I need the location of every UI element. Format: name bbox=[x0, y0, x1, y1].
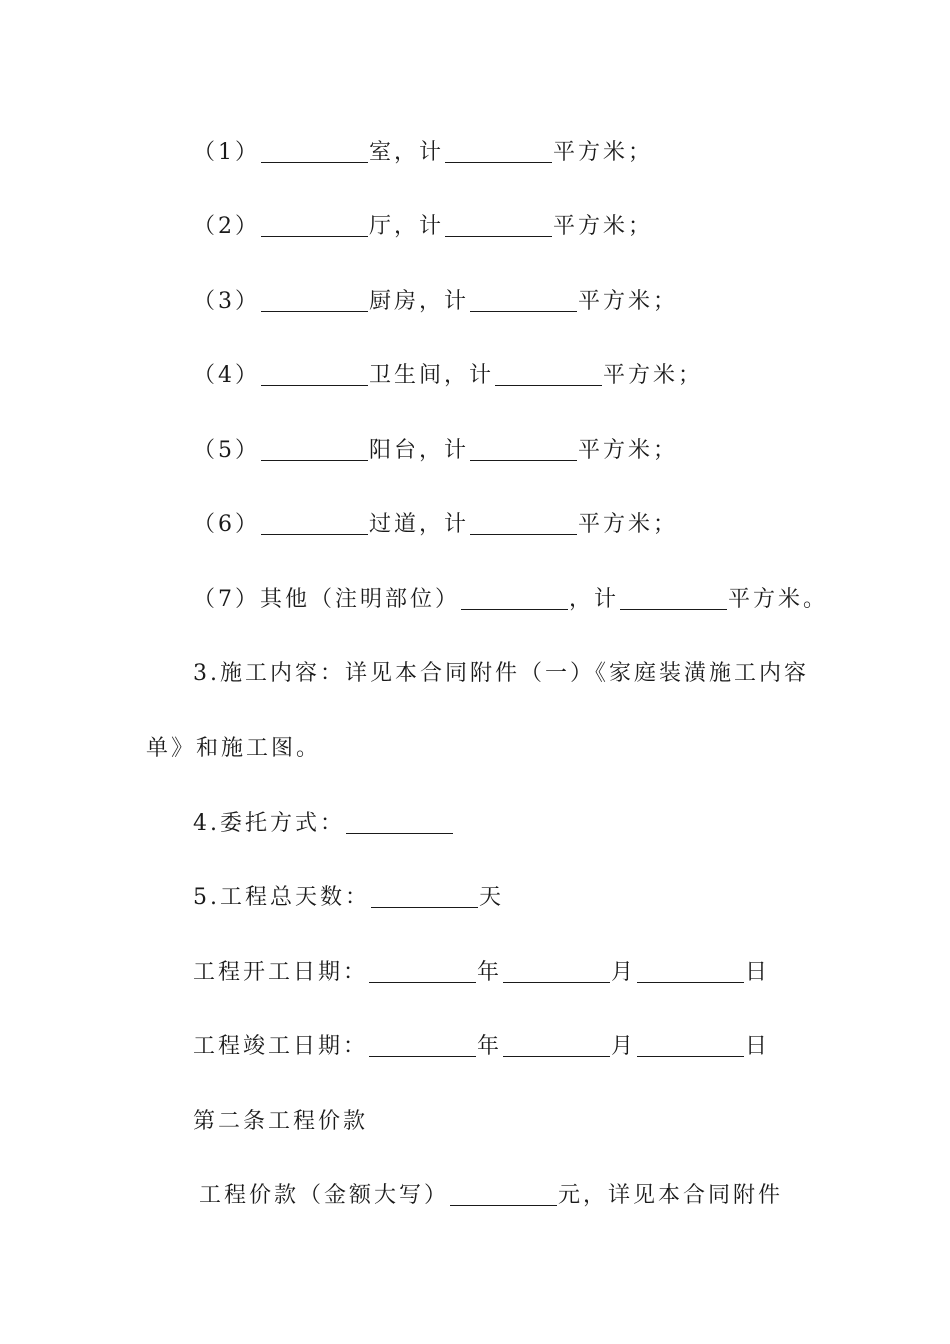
article-2-title: 第二条工程价款 bbox=[193, 1109, 369, 1134]
year-label: 年 bbox=[477, 960, 503, 985]
blank-field[interactable] bbox=[495, 363, 602, 386]
room-label: 阳台，计 bbox=[369, 438, 470, 463]
construction-content-line-2: 单》和施工图。 bbox=[146, 736, 322, 761]
start-date-label: 工程开工日期： bbox=[193, 960, 369, 985]
unit-label: 平方米。 bbox=[728, 587, 829, 612]
unit-label: 平方米； bbox=[578, 512, 679, 537]
blank-field[interactable] bbox=[371, 885, 478, 908]
blank-field[interactable] bbox=[470, 289, 577, 312]
blank-field[interactable] bbox=[261, 289, 368, 312]
item-number: （3） bbox=[193, 289, 260, 314]
area-item-7 bbox=[193, 585, 828, 615]
blank-field[interactable] bbox=[261, 512, 368, 535]
unit-label: 平方米； bbox=[578, 438, 679, 463]
days-unit: 天 bbox=[479, 885, 505, 910]
room-label: 过道，计 bbox=[369, 512, 470, 537]
blank-field[interactable] bbox=[637, 1034, 744, 1057]
blank-field[interactable] bbox=[445, 214, 552, 237]
construction-content-line-1: 3.施工内容：详见本合同附件（一）《家庭装潢施工内容 bbox=[193, 661, 809, 686]
blank-field[interactable] bbox=[346, 811, 453, 834]
month-label: 月 bbox=[611, 1034, 637, 1059]
blank-field[interactable] bbox=[503, 960, 610, 983]
year-label: 年 bbox=[477, 1034, 503, 1059]
item-number: （4） bbox=[193, 363, 260, 388]
unit-label: 平方米； bbox=[603, 363, 704, 388]
blank-field[interactable] bbox=[620, 587, 727, 610]
unit-label: 平方米； bbox=[578, 289, 679, 314]
area-item-6 bbox=[193, 510, 678, 540]
blank-field[interactable] bbox=[261, 140, 368, 163]
blank-field[interactable] bbox=[261, 363, 368, 386]
unit-label: 平方米； bbox=[553, 214, 654, 239]
area-item-3 bbox=[193, 287, 678, 317]
area-item-1 bbox=[193, 138, 653, 168]
room-label: 厅，计 bbox=[369, 214, 445, 239]
blank-field[interactable] bbox=[503, 1034, 610, 1057]
area-item-4 bbox=[193, 361, 703, 391]
item-number: （6） bbox=[193, 512, 260, 537]
entrust-label: 4.委托方式： bbox=[193, 811, 345, 836]
entrust-method bbox=[193, 809, 454, 839]
blank-field[interactable] bbox=[445, 140, 552, 163]
month-label: 月 bbox=[611, 960, 637, 985]
blank-field[interactable] bbox=[470, 438, 577, 461]
item-number: （5） bbox=[193, 438, 260, 463]
area-item-5 bbox=[193, 436, 678, 466]
project-price bbox=[199, 1181, 783, 1211]
end-date-label: 工程竣工日期： bbox=[193, 1034, 369, 1059]
item-number: （1） bbox=[193, 140, 260, 165]
day-label: 日 bbox=[745, 1034, 771, 1059]
blank-field[interactable] bbox=[261, 214, 368, 237]
room-label: 厨房，计 bbox=[369, 289, 470, 314]
unit-label: 平方米； bbox=[553, 140, 654, 165]
blank-field[interactable] bbox=[470, 512, 577, 535]
price-suffix: 元，详见本合同附件 bbox=[558, 1183, 784, 1208]
duration-label: 5.工程总天数： bbox=[193, 885, 370, 910]
day-label: 日 bbox=[745, 960, 771, 985]
price-label: 工程价款（金额大写） bbox=[199, 1183, 450, 1208]
blank-field[interactable] bbox=[637, 960, 744, 983]
area-item-2 bbox=[193, 212, 653, 242]
total-days bbox=[193, 883, 504, 913]
blank-field[interactable] bbox=[450, 1183, 557, 1206]
start-date bbox=[193, 958, 770, 988]
blank-field[interactable] bbox=[369, 1034, 476, 1057]
end-date bbox=[193, 1032, 770, 1062]
blank-field[interactable] bbox=[369, 960, 476, 983]
room-label: 室，计 bbox=[369, 140, 445, 165]
item-number: （2） bbox=[193, 214, 260, 239]
item-number: （7）其他（注明部位） bbox=[193, 587, 460, 612]
room-label: 卫生间，计 bbox=[369, 363, 495, 388]
blank-field[interactable] bbox=[261, 438, 368, 461]
room-label: ，计 bbox=[569, 587, 620, 612]
blank-field[interactable] bbox=[461, 587, 568, 610]
